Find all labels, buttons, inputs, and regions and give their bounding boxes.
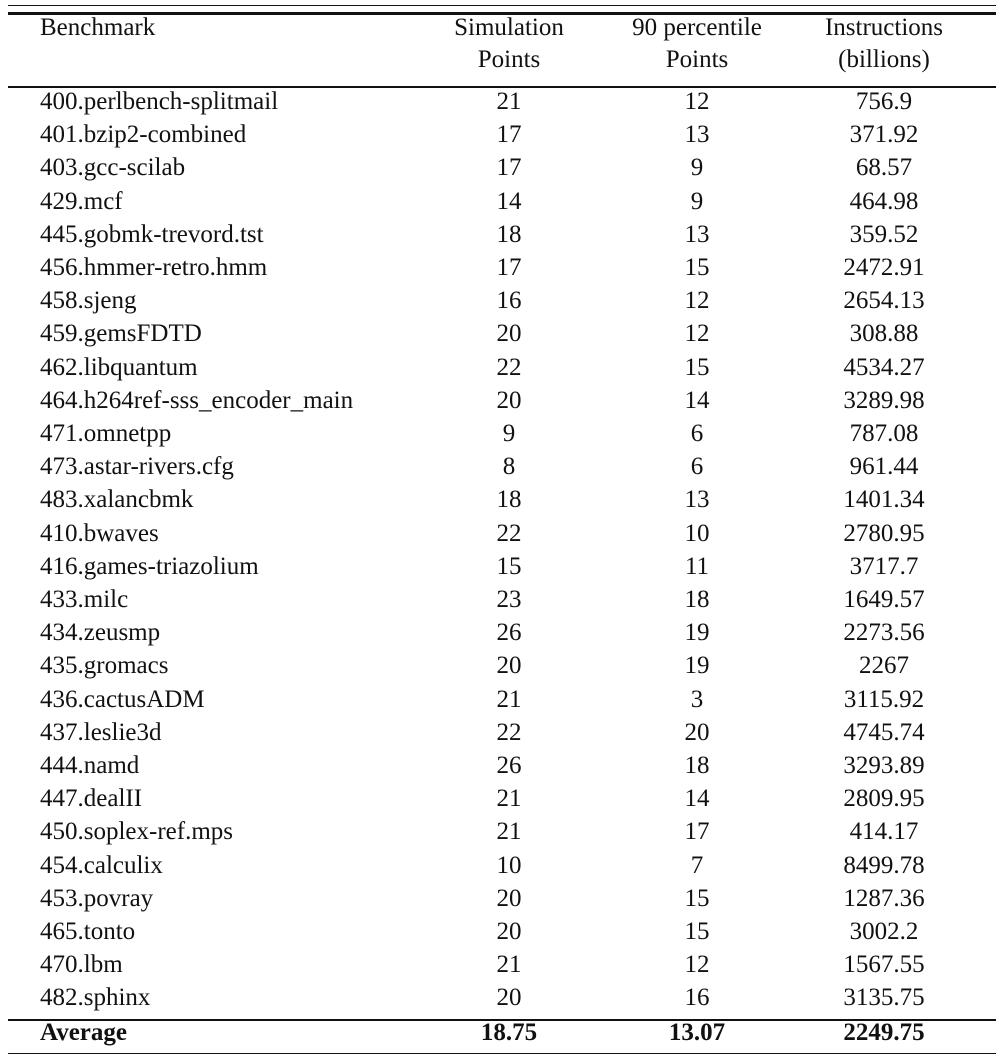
simulation-points: 22 [496, 718, 522, 746]
benchmark-name: 447.dealII [40, 785, 143, 813]
benchmark-name: 454.calculix [40, 851, 163, 879]
simulation-points: 16 [496, 287, 522, 315]
percentile-points: 18 [684, 586, 710, 613]
instructions-billions: 1567.55 [843, 951, 925, 979]
benchmark-name: 444.namd [40, 752, 140, 779]
percentile-points: 13 [684, 220, 710, 248]
simulation-points: 17 [496, 254, 522, 281]
benchmark-name: 471.omnetpp [40, 420, 172, 447]
benchmark-name: 464.h264ref-sss_encoder_main [40, 386, 354, 414]
percentile-points: 16 [684, 984, 710, 1012]
simulation-points: 20 [496, 320, 522, 348]
simulation-points: 21 [496, 785, 522, 813]
percentile-points: 15 [684, 254, 710, 281]
instructions-billions: 2273.56 [843, 619, 925, 647]
instructions-billions: 359.52 [849, 220, 919, 248]
instructions-billions: 787.08 [849, 420, 919, 447]
instructions-billions: 464.98 [849, 187, 919, 215]
instructions-billions: 1649.57 [843, 586, 925, 613]
percentile-points: 19 [684, 652, 710, 680]
simulation-points: 9 [502, 420, 516, 447]
benchmark-name: 437.leslie3d [40, 718, 162, 746]
simulation-points: 10 [496, 851, 522, 879]
percentile-points: 9 [690, 154, 704, 182]
average-instructions: 2249.75 [843, 1019, 925, 1046]
percentile-points: 6 [690, 420, 704, 447]
benchmark-name: 456.hmmer-retro.hmm [40, 254, 268, 281]
instructions-billions: 308.88 [849, 320, 919, 348]
header-benchmark: Benchmark [40, 14, 156, 41]
simulation-points: 17 [496, 121, 522, 149]
header-simulation-points-line2: Points [477, 46, 541, 73]
simulation-points: 21 [496, 951, 522, 979]
instructions-billions: 68.57 [855, 154, 913, 182]
simulation-points: 21 [496, 818, 522, 846]
instructions-billions: 2780.95 [843, 519, 925, 547]
instructions-billions: 2809.95 [843, 785, 925, 813]
percentile-points: 14 [684, 386, 710, 414]
percentile-points: 9 [690, 187, 704, 215]
instructions-billions: 1287.36 [843, 884, 925, 912]
benchmark-name: 433.milc [40, 586, 129, 613]
benchmark-name: 403.gcc-scilab [40, 154, 186, 182]
simulation-points: 22 [496, 519, 522, 547]
percentile-points: 6 [690, 453, 704, 481]
header-instructions: Instructions [824, 14, 944, 41]
instructions-billions: 371.92 [849, 121, 919, 149]
header-simulation-points: Simulation [454, 14, 564, 41]
instructions-billions: 1401.34 [843, 486, 925, 514]
percentile-points: 11 [684, 552, 710, 580]
simulation-points: 17 [496, 154, 522, 182]
instructions-billions: 4745.74 [843, 718, 925, 746]
instructions-billions: 4534.27 [843, 353, 925, 381]
percentile-points: 15 [684, 884, 710, 912]
benchmark-name: 450.soplex-ref.mps [40, 818, 234, 846]
instructions-billions: 3293.89 [843, 752, 925, 779]
percentile-points: 15 [684, 353, 710, 381]
simulation-points: 26 [496, 752, 522, 779]
average-simulation-points: 18.75 [480, 1019, 538, 1046]
instructions-billions: 2472.91 [843, 254, 925, 281]
percentile-points: 12 [684, 320, 710, 348]
instructions-billions: 3289.98 [843, 386, 925, 414]
simulation-points: 20 [496, 386, 522, 414]
benchmark-name: 410.bwaves [40, 519, 159, 547]
percentile-points: 19 [684, 619, 710, 647]
simulation-points: 18 [496, 486, 522, 514]
benchmark-name: 416.games-triazolium [40, 552, 259, 580]
benchmark-name: 436.cactusADM [40, 685, 205, 713]
header-90-percentile: 90 percentile [632, 14, 762, 41]
header-90-percentile-line2: Points [665, 46, 729, 73]
simulation-points: 21 [496, 88, 522, 115]
benchmark-name: 453.povray [40, 884, 154, 912]
simulation-points: 23 [496, 586, 522, 613]
simulation-points: 20 [496, 884, 522, 912]
instructions-billions: 2267 [859, 652, 909, 680]
percentile-points: 17 [684, 818, 710, 846]
simulation-points: 26 [496, 619, 522, 647]
instructions-billions: 3002.2 [849, 918, 919, 945]
benchmark-name: 445.gobmk-trevord.tst [40, 220, 264, 248]
simulation-points: 20 [496, 652, 522, 680]
percentile-points: 14 [684, 785, 710, 813]
benchmark-name: 482.sphinx [40, 984, 151, 1012]
simulation-points: 21 [496, 685, 522, 713]
instructions-billions: 3717.7 [849, 552, 919, 580]
benchmark-name: 458.sjeng [40, 287, 137, 315]
simulation-points: 8 [502, 453, 516, 481]
percentile-points: 13 [684, 121, 710, 149]
percentile-points: 7 [690, 851, 704, 879]
benchmark-name: 401.bzip2-combined [40, 121, 247, 149]
percentile-points: 3 [690, 685, 704, 713]
percentile-points: 12 [684, 88, 710, 115]
average-90-percentile: 13.07 [668, 1019, 726, 1046]
benchmark-name: 470.lbm [40, 951, 123, 979]
benchmark-name: 400.perlbench-splitmail [40, 88, 279, 115]
bottom-rule [8, 1053, 996, 1054]
benchmark-name: 462.libquantum [40, 353, 198, 381]
percentile-points: 15 [684, 918, 710, 945]
percentile-points: 13 [684, 486, 710, 514]
simulation-points: 15 [496, 552, 522, 580]
instructions-billions: 3115.92 [843, 685, 925, 713]
top-rule-thin [8, 5, 996, 6]
header-instructions-line2: (billions) [838, 46, 930, 73]
simulation-points: 22 [496, 353, 522, 381]
average-label: Average [40, 1019, 127, 1046]
instructions-billions: 8499.78 [843, 851, 925, 879]
percentile-points: 10 [684, 519, 710, 547]
instructions-billions: 3135.75 [843, 984, 925, 1012]
simulation-points: 14 [496, 187, 522, 215]
instructions-billions: 414.17 [849, 818, 919, 846]
simulation-points: 20 [496, 918, 522, 945]
instructions-billions: 961.44 [849, 453, 919, 481]
benchmark-name: 429.mcf [40, 187, 123, 215]
benchmark-name: 483.xalancbmk [40, 486, 194, 514]
simulation-points: 18 [496, 220, 522, 248]
percentile-points: 12 [684, 287, 710, 315]
percentile-points: 12 [684, 951, 710, 979]
simulation-points: 20 [496, 984, 522, 1012]
benchmark-name: 465.tonto [40, 918, 136, 945]
benchmark-name: 473.astar-rivers.cfg [40, 453, 234, 481]
percentile-points: 20 [684, 718, 710, 746]
instructions-billions: 2654.13 [843, 287, 925, 315]
benchmark-name: 459.gemsFDTD [40, 320, 202, 348]
instructions-billions: 756.9 [855, 88, 913, 115]
percentile-points: 18 [684, 752, 710, 779]
benchmark-name: 435.gromacs [40, 652, 169, 680]
benchmark-name: 434.zeusmp [40, 619, 161, 647]
